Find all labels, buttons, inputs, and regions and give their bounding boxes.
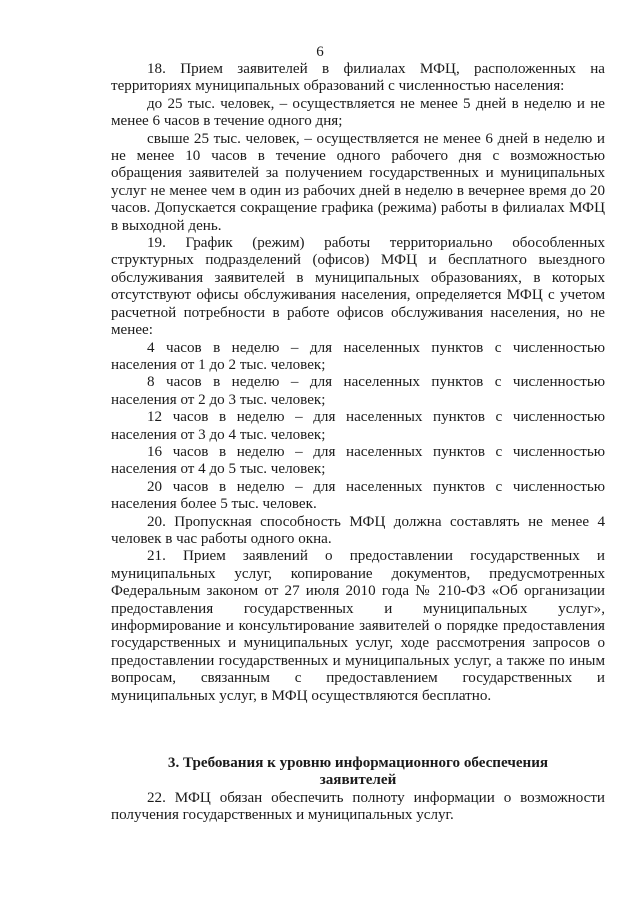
paragraph-19-20-hours: 20 часов в неделю – для населенных пунктов с численностью населения более 5 тыс. человек. [111,478,605,513]
paragraph-18: 18. Прием заявителей в филиалах МФЦ, расположенных на территориях муниципальных образований с численностью населения: [111,61,605,95]
paragraph-19-8-hours: 8 часов в неделю – для населенных пунктов с численностью населения от 2 до 3 тыс. человек; [111,374,605,408]
paragraph-19-12-hours: 12 часов в неделю – для населенных пунктов с численностью населения от 3 до 4 тыс. человек; [111,409,605,443]
paragraph-19-16-hours: 16 часов в неделю – для населенных пунктов с численностью населения от 4 до 5 тыс. человек; [111,443,605,478]
document-body [111,61,605,825]
paragraph-18-under-25k: до 25 тыс. человек, – осуществляется не менее 5 дней в неделю и не менее 6 часов в течение одного дня; [111,95,605,130]
page-number: 6 [316,44,324,60]
paragraph-22: 22. МФЦ обязан обеспечить полноту информации о возможности получения государственных и муниципальных услуг. [111,789,605,824]
paragraph-21: 21. Прием заявлений о предоставлении государственных и муниципальных услуг, копирование документов, предусмотренных Федеральным законом от 27 июля 2010 года № 210-ФЗ «Об организации предоставления государственных и муниципальных услуг», информирование и консультирование заявителей о порядке предоставления государственных и муниципальных услуг, ходе рассмотрения запросов о предоставлении государственных и муниципальных услуг, а также по иным вопросам, связанным с предоставлением государственных и муниципальных услуг, в МФЦ осуществляются бесплатно. [111,548,605,704]
paragraph-19: 19. График (режим) работы территориально обособленных структурных подразделений (офисов) МФЦ и бесплатного выездного обслуживания заявителей в муниципальных образованиях, в которых отсутствуют офисы обслуживания населения, определяется МФЦ с учетом расчетной потребности в работе офисов обслуживания населения, но не менее: [111,235,605,339]
section-heading: 3. Требования к уровню информационного обеспечения заявителей [167,755,549,789]
paragraph-18-over-25k: свыше 25 тыс. человек, – осуществляется не менее 6 дней в неделю и не менее 10 часов в течение одного рабочего дня с возможностью обращения заявителей за получением государственных и муниципальных услуг не менее чем в один из рабочих дней в неделю в вечернее время до 20 часов. Допускается сокращение графика (режима) работы в филиалах МФЦ в выходной день. [111,130,605,234]
paragraph-20: 20. Пропускная способность МФЦ должна составлять не менее 4 человек в час работы одного окна. [111,513,605,547]
paragraph-19-4-hours: 4 часов в неделю – для населенных пунктов с численностью населения от 1 до 2 тыс. человек; [111,339,605,373]
